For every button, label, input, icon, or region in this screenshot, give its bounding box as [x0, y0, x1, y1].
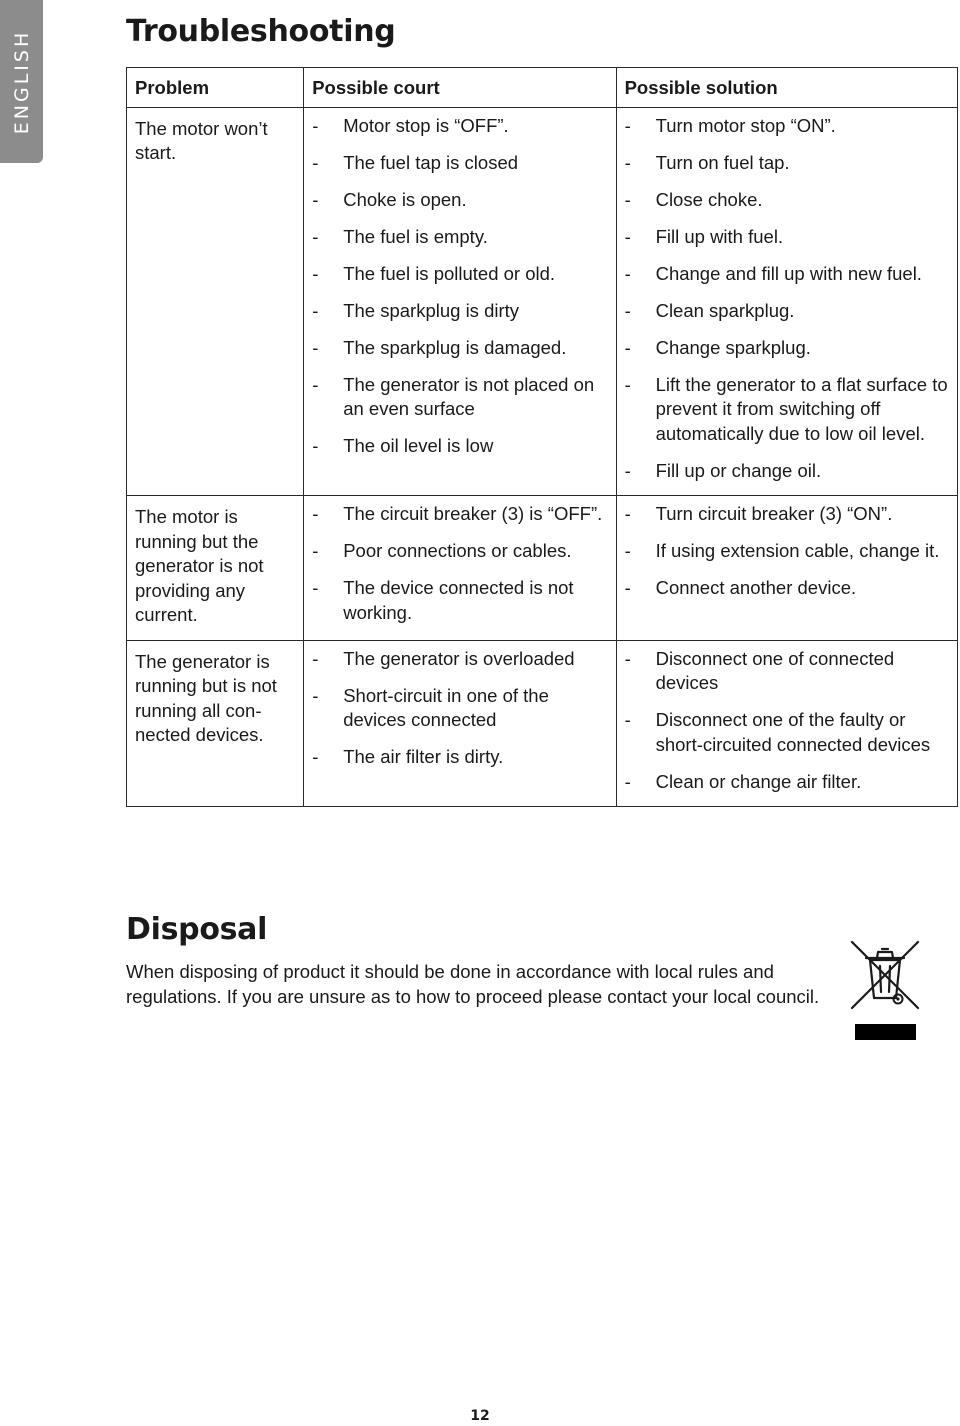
- cause-item: - The device connected is not working.: [312, 576, 607, 625]
- solution-cell: [616, 107, 957, 496]
- crossed-out-wheelie-bin-icon: [850, 940, 920, 1042]
- language-tab: [0, 0, 43, 163]
- solution-item: - Change and fill up with new fuel.: [625, 262, 949, 287]
- cause-item: - The sparkplug is dirty: [312, 299, 607, 324]
- solution-item: - If using extension cable, change it.: [625, 539, 949, 564]
- troubleshooting-title: Troubleshooting: [126, 14, 396, 49]
- solution-cell: [616, 496, 957, 641]
- cause-item: - Short-circuit in one of the devices connected: [312, 684, 607, 733]
- cause-item: - The air filter is dirty.: [312, 745, 607, 770]
- solution-item: - Fill up with fuel.: [625, 225, 949, 250]
- problem-cell: The generator is running but is not running all con-nected devices.: [127, 640, 304, 807]
- cause-list: [312, 647, 607, 770]
- solution-item: - Turn motor stop “ON”.: [625, 114, 949, 139]
- cause-list: [312, 502, 607, 625]
- disposal-title: Disposal: [126, 912, 268, 947]
- cause-item: - Choke is open.: [312, 188, 607, 213]
- problem-cell: The motor is running but the generator is not providing any current.: [127, 496, 304, 641]
- solution-item: - Turn on fuel tap.: [625, 151, 949, 176]
- cause-item: - The sparkplug is damaged.: [312, 336, 607, 361]
- table-row: [127, 107, 958, 496]
- solution-item: - Change sparkplug.: [625, 336, 949, 361]
- solution-item: - Lift the generator to a flat surface to prevent it from switching off automatically due to low oil level.: [625, 373, 949, 447]
- table-body: [127, 107, 958, 807]
- solution-item: - Disconnect one of connected devices: [625, 647, 949, 696]
- solution-list: [625, 114, 949, 484]
- cause-item: - The fuel is empty.: [312, 225, 607, 250]
- solution-item: - Clean or change air filter.: [625, 770, 949, 795]
- cause-item: - Poor connections or cables.: [312, 539, 607, 564]
- table-row: [127, 640, 958, 807]
- header-cause: Possible court: [304, 68, 616, 108]
- header-problem: Problem: [127, 68, 304, 108]
- cause-item: - The oil level is low: [312, 434, 607, 459]
- cause-item: - The fuel tap is closed: [312, 151, 607, 176]
- solution-cell: [616, 640, 957, 807]
- problem-cell: The motor won’t start.: [127, 107, 304, 496]
- solution-list: [625, 502, 949, 601]
- cause-cell: [304, 107, 616, 496]
- table-header-row: [127, 68, 958, 108]
- cause-item: - Motor stop is “OFF”.: [312, 114, 607, 139]
- solution-item: - Turn circuit breaker (3) “ON”.: [625, 502, 949, 527]
- solution-list: [625, 647, 949, 795]
- solution-item: - Close choke.: [625, 188, 949, 213]
- solution-item: - Clean sparkplug.: [625, 299, 949, 324]
- header-solution: Possible solution: [616, 68, 957, 108]
- language-label: ENGLISH: [10, 29, 33, 134]
- page-number: 12: [470, 1408, 490, 1424]
- cause-list: [312, 114, 607, 459]
- solution-item: - Disconnect one of the faulty or short-circuited connected devices: [625, 708, 949, 757]
- disposal-text: When disposing of product it should be done in accordance with local rules and regulations. If you are unsure as to how to proceed please contact your local council.: [126, 961, 820, 1007]
- cause-item: - The circuit breaker (3) is “OFF”.: [312, 502, 607, 527]
- cause-cell: [304, 640, 616, 807]
- cause-item: - The generator is not placed on an even surface: [312, 373, 607, 422]
- cause-item: - The fuel is polluted or old.: [312, 262, 607, 287]
- cause-cell: [304, 496, 616, 641]
- solution-item: - Fill up or change oil.: [625, 459, 949, 484]
- troubleshooting-table: [126, 67, 958, 807]
- cause-item: - The generator is overloaded: [312, 647, 607, 672]
- table-row: [127, 496, 958, 641]
- solution-item: - Connect another device.: [625, 576, 949, 601]
